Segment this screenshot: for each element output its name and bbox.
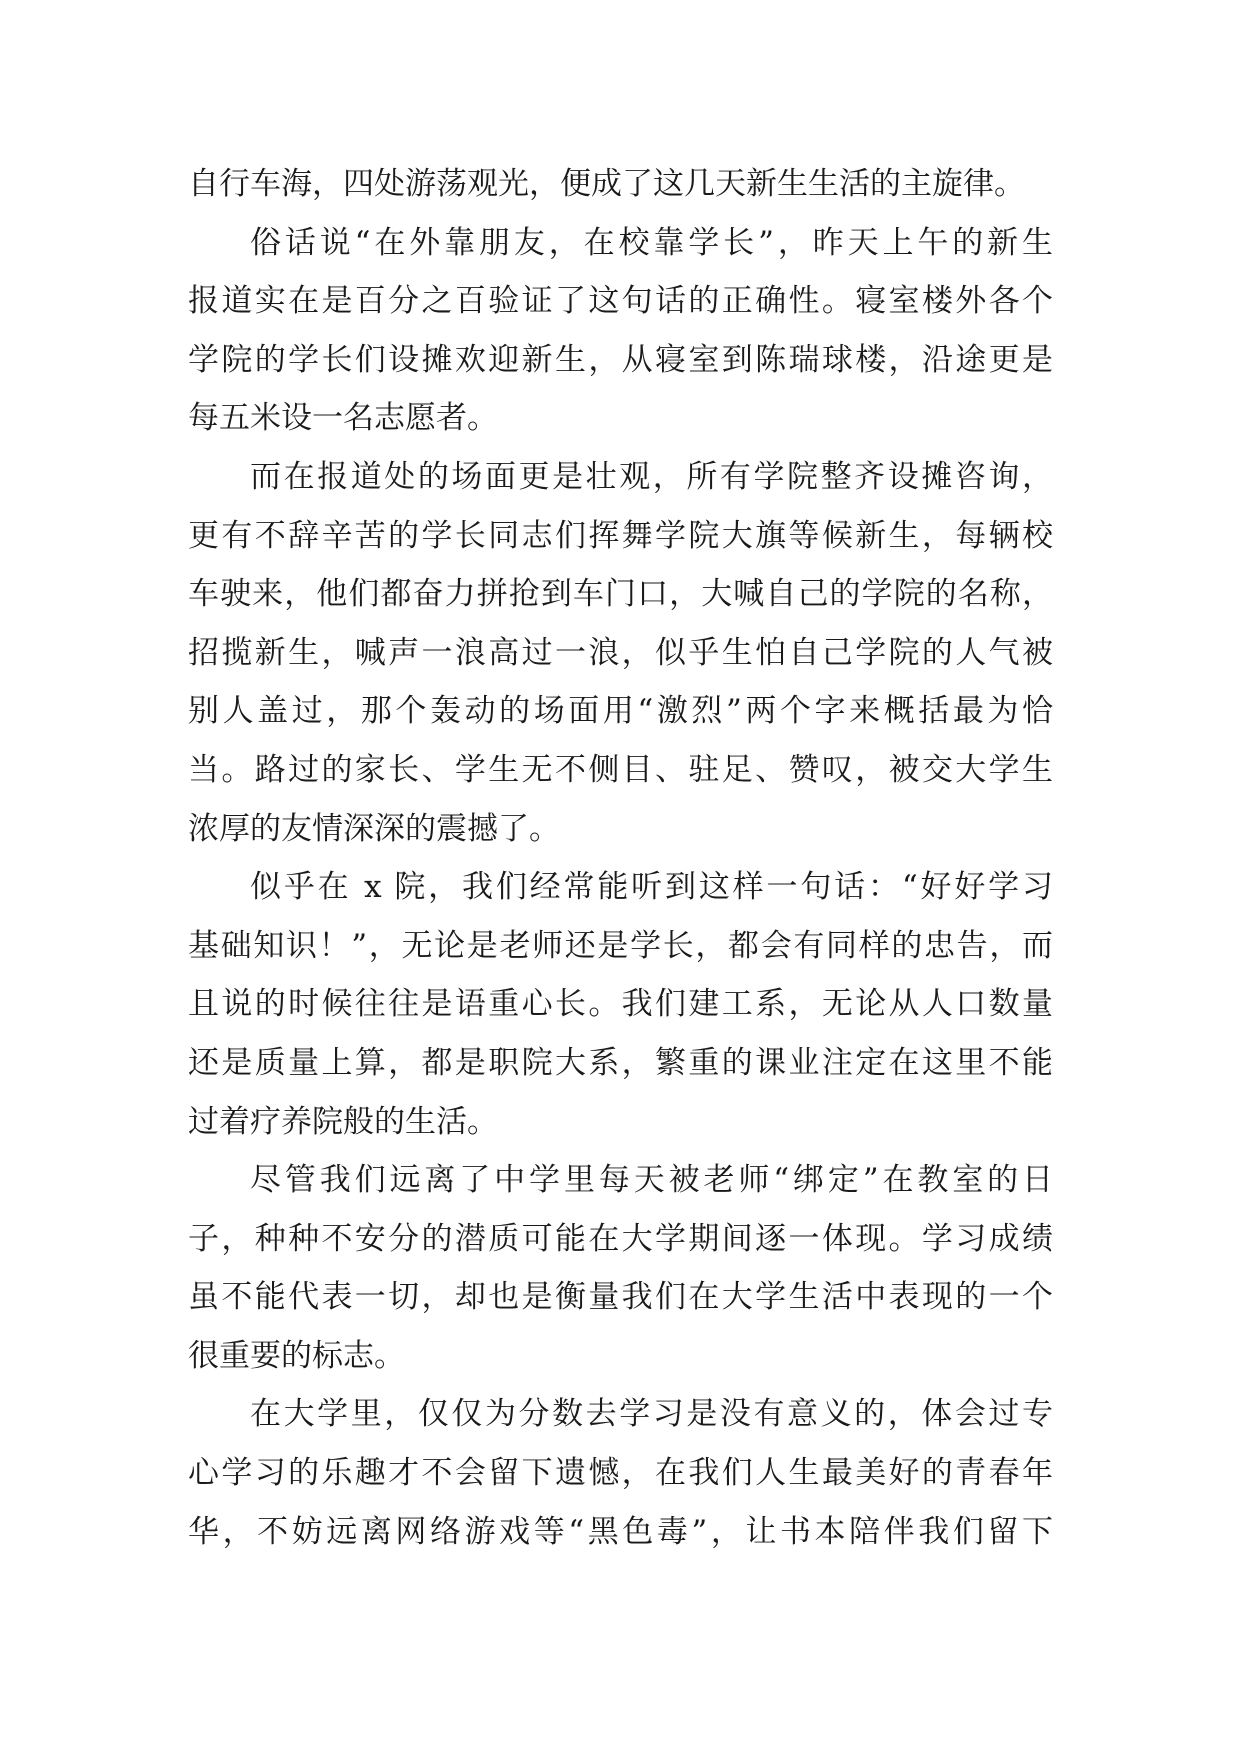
text-line: 虽不能代表一切，却也是衡量我们在大学生活中表现的一个 xyxy=(188,1279,1053,1316)
text-line: 过着疗养院般的生活。 xyxy=(188,1103,498,1140)
text-line: 当。路过的家长、学生无不侧目、驻足、赞叹，被交大学生 xyxy=(188,751,1053,788)
text-line: 报道实在是百分之百验证了这句话的正确性。寝室楼外各个 xyxy=(188,283,1053,320)
text-line: 更有不辞辛苦的学长同志们挥舞学院大旗等候新生，每辆校 xyxy=(188,517,1053,554)
text-line: 基础知识！”，无论是老师还是学长，都会有同样的忠告，而 xyxy=(188,927,1053,964)
text-line: 很重要的标志。 xyxy=(188,1337,405,1374)
text-line: 别人盖过，那个轰动的场面用“激烈”两个字来概括最为恰 xyxy=(188,693,1053,730)
text-line: 尽管我们远离了中学里每天被老师“绑定”在教室的日 xyxy=(250,1162,1053,1199)
text-line: 还是质量上算，都是职院大系，繁重的课业注定在这里不能 xyxy=(188,1044,1053,1081)
text-line: 似乎在 x 院，我们经常能听到这样一句话：“好好学习 xyxy=(250,869,1053,906)
text-line: 学院的学长们设摊欢迎新生，从寝室到陈瑞球楼，沿途更是 xyxy=(188,341,1053,378)
text-line: 招揽新生，喊声一浪高过一浪，似乎生怕自己学院的人气被 xyxy=(188,634,1053,671)
body-text xyxy=(188,155,1053,1561)
text-line: 而在报道处的场面更是壮观，所有学院整齐设摊咨询， xyxy=(250,458,1053,495)
text-line: 车驶来，他们都奋力拼抢到车门口，大喊自己的学院的名称， xyxy=(188,576,1053,613)
text-line: 心学习的乐趣才不会留下遗憾，在我们人生最美好的青春年 xyxy=(188,1455,1053,1492)
text-line: 每五米设一名志愿者。 xyxy=(188,400,498,437)
text-line: 且说的时候往往是语重心长。我们建工系，无论从人口数量 xyxy=(188,986,1053,1023)
text-line: 在大学里，仅仅为分数去学习是没有意义的，体会过专 xyxy=(250,1396,1053,1433)
text-line: 浓厚的友情深深的震撼了。 xyxy=(188,810,560,847)
text-line: 子，种种不安分的潜质可能在大学期间逐一体现。学习成绩 xyxy=(188,1220,1053,1257)
text-line: 俗话说“在外靠朋友，在校靠学长”，昨天上午的新生 xyxy=(250,224,1053,261)
text-line: 华，不妨远离网络游戏等“黑色毒”，让书本陪伴我们留下 xyxy=(188,1513,1053,1550)
text-line: 自行车海，四处游荡观光，便成了这几天新生生活的主旋律。 xyxy=(188,166,1025,202)
